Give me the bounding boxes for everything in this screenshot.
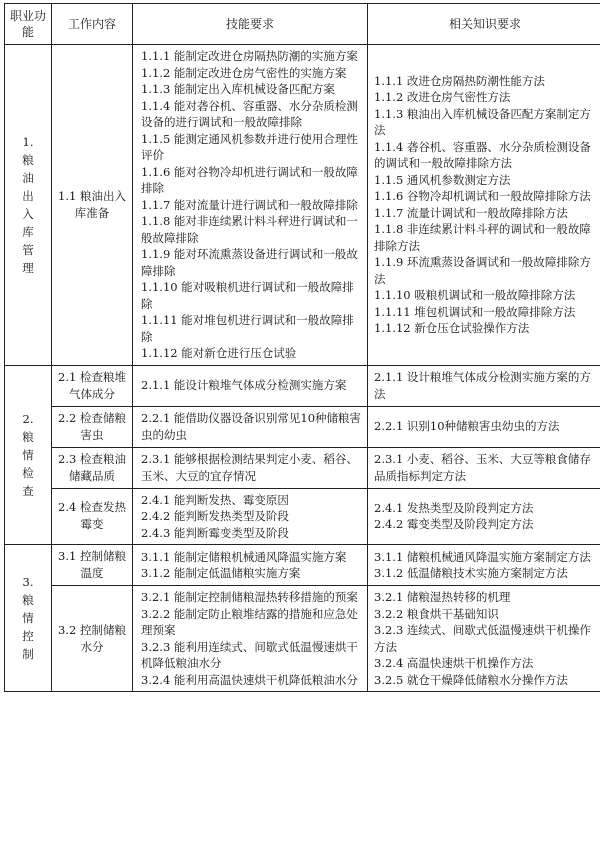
knowledge-item: 3.2.3 连续式、间歇式低温慢速烘干机操作方法 (374, 623, 591, 654)
knowledge-cell (368, 586, 600, 692)
skill-item: 3.2.1 能制定控制储粮湿热转移措施的预案 (141, 590, 358, 604)
skill-item: 1.1.5 能测定通风机参数并进行使用合理性评价 (141, 131, 358, 162)
skill-standard-table (4, 3, 600, 692)
work-content-cell: 3.2 控制储粮水分 (52, 586, 133, 692)
knowledge-item: 3.2.4 高温快速烘干机操作方法 (374, 656, 534, 670)
table-body (5, 45, 600, 692)
table-header-row (5, 4, 600, 45)
skill-item: 1.1.7 能对流量计进行调试和一般故障排除 (141, 197, 358, 212)
header-work: 工作内容 (52, 4, 133, 45)
skill-item: 1.1.9 能对环流熏蒸设备进行调试和一般故障排除 (141, 247, 358, 278)
skill-item: 2.4.3 能判断霉变类型及阶段 (141, 525, 289, 540)
skill-item: 3.1.1 能制定储粮机械通风降温实施方案 (141, 549, 347, 564)
knowledge-item: 1.1.3 粮油出入库机械设备匹配方案制定方法 (374, 106, 591, 138)
knowledge-item: 2.2.1 识别10种储粮害虫幼虫的方法 (374, 419, 560, 434)
knowledge-item: 1.1.6 谷物冷却机调试和一般故障排除方法 (374, 189, 591, 204)
skills-cell (133, 545, 368, 586)
knowledge-item: 1.1.9 环流熏蒸设备调试和一般故障排除方法 (374, 255, 591, 286)
skills-cell (133, 406, 368, 447)
knowledge-item: 1.1.5 通风机参数测定方法 (374, 172, 511, 187)
knowledge-item: 3.2.2 粮食烘干基础知识 (374, 606, 499, 621)
skill-item: 3.2.2 能制定防止粮堆结露的措施和应急处理预案 (141, 606, 358, 637)
knowledge-item: 2.1.1 设计粮堆气体成分检测实施方案的方法 (374, 370, 591, 401)
skill-item: 2.4.1 能判断发热、霉变原因 (141, 492, 289, 507)
skills-cell (133, 365, 368, 406)
knowledge-item: 1.1.12 新仓压仓试验操作方法 (374, 321, 530, 336)
skill-item: 1.1.2 能制定改进仓房气密性的实施方案 (141, 65, 347, 80)
knowledge-item: 3.2.1 储粮湿热转移的机理 (374, 590, 511, 604)
knowledge-item: 1.1.8 非连续累计料斗秤的调试和一般故障排除方法 (374, 222, 591, 253)
function-label: 3. 粮 情 控 制 (22, 575, 34, 661)
work-content-cell: 2.3 检查粮油储藏品质 (52, 447, 133, 488)
skill-item: 3.2.3 能利用连续式、间歇式低温慢速烘干机降低粮油水分 (141, 639, 358, 670)
function-cell (5, 545, 52, 692)
knowledge-item: 1.1.10 吸粮机调试和一般故障排除方法 (374, 288, 576, 303)
work-content-cell: 2.1 检查粮堆气体成分 (52, 365, 133, 406)
skill-item: 1.1.1 能制定改进仓房隔热防潮的实施方案 (141, 49, 358, 63)
skill-item: 1.1.4 能对砻谷机、容重器、水分杂质检测设备的进行调试和一般故障排除 (141, 98, 358, 129)
function-cell (5, 365, 52, 545)
knowledge-item: 3.2.5 就仓干燥降低储粮水分操作方法 (374, 672, 568, 687)
document-page (4, 3, 596, 692)
table-row (5, 586, 600, 692)
skill-item: 1.1.10 能对吸粮机进行调试和一般故障排除 (141, 280, 354, 311)
knowledge-cell (368, 365, 600, 406)
knowledge-cell (368, 406, 600, 447)
knowledge-item: 2.4.1 发热类型及阶段判定方法 (374, 500, 534, 515)
function-cell (5, 45, 52, 366)
knowledge-item: 3.1.1 储粮机械通风降温实施方案制定方法 (374, 549, 591, 564)
table-row (5, 365, 600, 406)
table-row (5, 447, 600, 488)
work-content-cell: 2.4 检查发热霉变 (52, 488, 133, 545)
skills-cell (133, 447, 368, 488)
header-function: 职业功能 (5, 4, 52, 45)
table-row (5, 488, 600, 545)
knowledge-item: 1.1.7 流量计调试和一般故障排除方法 (374, 205, 568, 220)
table-row (5, 545, 600, 586)
knowledge-item: 2.3.1 小麦、稻谷、玉米、大豆等粮食储存品质指标判定方法 (374, 452, 591, 483)
work-content-cell: 3.1 控制储粮温度 (52, 545, 133, 586)
skill-item: 1.1.11 能对堆包机进行调试和一般故障排除 (141, 313, 354, 344)
function-label: 1. 粮 油 出 入 库 管 理 (22, 134, 34, 275)
table-row (5, 45, 600, 366)
skills-cell (133, 45, 368, 366)
skill-item: 2.3.1 能够根据检测结果判定小麦、稻谷、玉米、大豆的宜存情况 (141, 452, 358, 483)
work-content-cell: 2.2 检查储粮害虫 (52, 406, 133, 447)
table-row (5, 406, 600, 447)
header-skills: 技能要求 (133, 4, 368, 45)
skill-item: 1.1.8 能对非连续累计料斗秤进行调试和一般故障排除 (141, 214, 358, 245)
knowledge-cell (368, 488, 600, 545)
knowledge-item: 2.4.2 霉变类型及阶段判定方法 (374, 517, 534, 532)
skill-item: 2.2.1 能借助仪器设备识别常见10种储粮害虫的幼虫 (141, 411, 362, 442)
knowledge-item: 1.1.1 改进仓房隔热防潮性能方法 (374, 73, 545, 88)
skill-item: 1.1.6 能对谷物冷却机进行调试和一般故障排除 (141, 164, 358, 195)
skill-item: 3.2.4 能利用高温快速烘干机降低粮油水分 (141, 672, 358, 687)
knowledge-item: 1.1.4 砻谷机、容重器、水分杂质检测设备的调试和一般故障排除方法 (374, 139, 591, 171)
knowledge-cell (368, 545, 600, 586)
knowledge-item: 1.1.11 堆包机调试和一般故障排除方法 (374, 304, 576, 319)
knowledge-cell (368, 447, 600, 488)
header-knowledge: 相关知识要求 (368, 4, 600, 45)
skill-item: 1.1.12 能对新仓进行压仓试验 (141, 346, 297, 360)
knowledge-cell (368, 45, 600, 366)
skills-cell (133, 586, 368, 692)
skill-item: 2.1.1 能设计粮堆气体成分检测实施方案 (141, 378, 347, 393)
work-content-cell: 1.1 粮油出入库准备 (52, 45, 133, 366)
skill-item: 1.1.3 能制定出入库机械设备匹配方案 (141, 82, 335, 96)
knowledge-item: 1.1.2 改进仓房气密性方法 (374, 90, 511, 105)
function-label: 2. 粮 情 检 查 (22, 411, 34, 498)
skill-item: 2.4.2 能判断发热类型及阶段 (141, 509, 289, 523)
skills-cell (133, 488, 368, 545)
knowledge-item: 3.1.2 低温储粮技术实施方案制定方法 (374, 566, 568, 580)
skill-item: 3.1.2 能制定低温储粮实施方案 (141, 566, 301, 580)
